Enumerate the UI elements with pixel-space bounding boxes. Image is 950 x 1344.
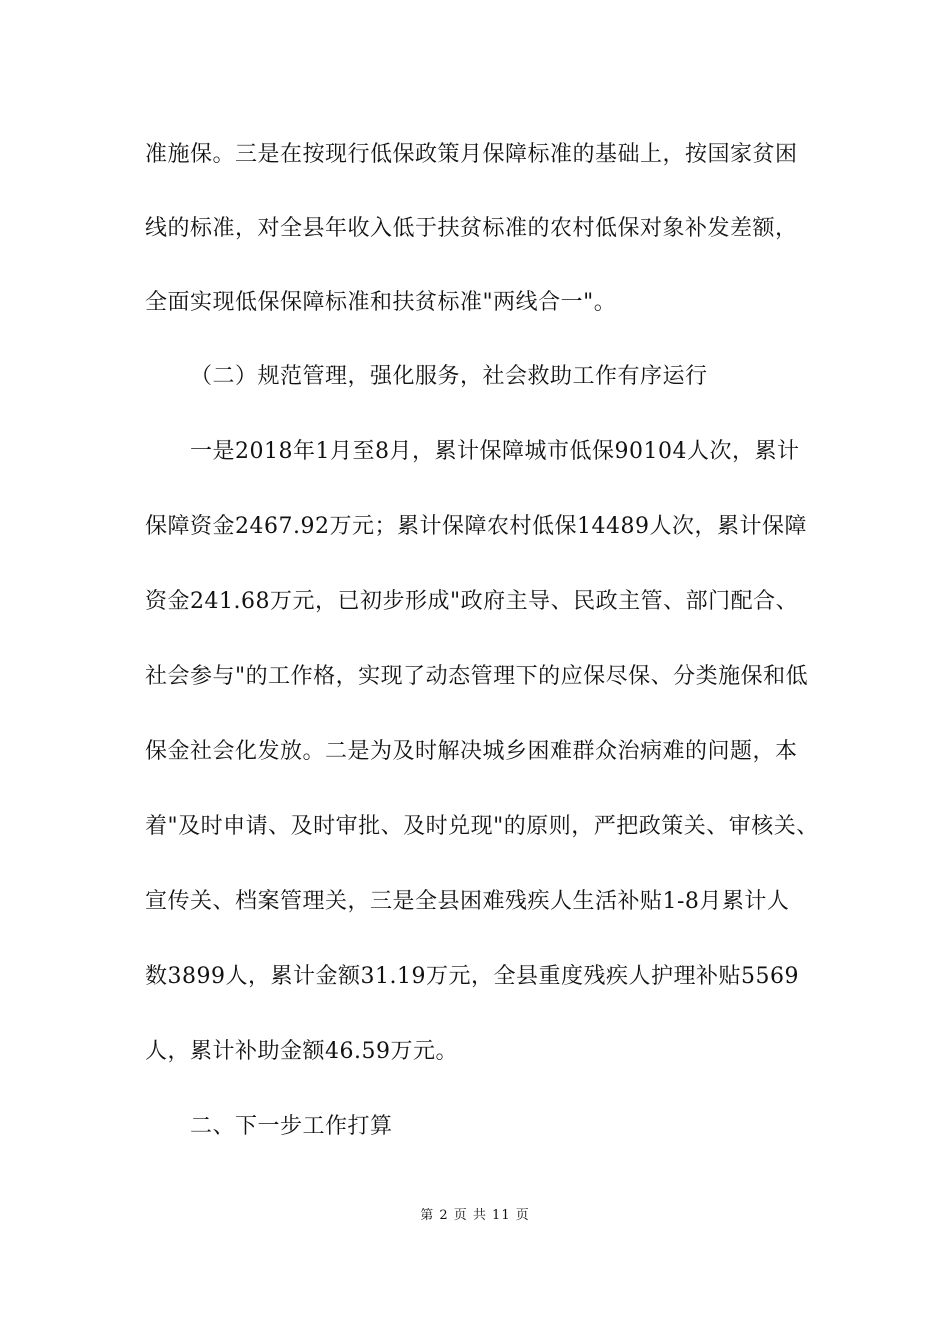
body-text-line: 着"及时申请、及时审批、及时兑现"的原则，严把政策关、审核关、 xyxy=(145,814,819,839)
body-text-line: 线的标准，对全县年收入低于扶贫标准的农村低保对象补发差额， xyxy=(145,216,798,241)
body-text-line: 数3899人，累计金额31.19万元，全县重度残疾人护理补贴5569 xyxy=(145,964,799,989)
body-text-line: 资金241.68万元，已初步形成"政府主导、民政主管、部门配合、 xyxy=(145,589,799,614)
body-text-line: 保金社会化发放。二是为及时解决城乡困难群众治病难的问题，本 xyxy=(145,739,798,764)
page-footer xyxy=(0,1208,950,1224)
body-text-line: 准施保。三是在按现行低保政策月保障标准的基础上，按国家贫困 xyxy=(145,142,798,167)
section-heading: （二）规范管理，强化服务，社会救助工作有序运行 xyxy=(190,364,708,389)
body-text-line: 宣传关、档案管理关，三是全县困难残疾人生活补贴1-8月累计人 xyxy=(145,889,790,914)
body-text-line: 保障资金2467.92万元；累计保障农村低保14489人次，累计保障 xyxy=(145,514,807,539)
page-number: 第 2 页 共 11 页 xyxy=(420,1208,530,1223)
section-heading: 二、下一步工作打算 xyxy=(190,1114,393,1139)
body-text-line: 全面实现低保保障标准和扶贫标准"两线合一"。 xyxy=(145,290,617,315)
body-text-line: 社会参与"的工作格，实现了动态管理下的应保尽保、分类施保和低 xyxy=(145,664,809,689)
body-text-line: 人，累计补助金额46.59万元。 xyxy=(145,1039,458,1064)
body-text-line: 一是2018年1月至8月，累计保障城市低保90104人次，累计 xyxy=(190,439,800,464)
